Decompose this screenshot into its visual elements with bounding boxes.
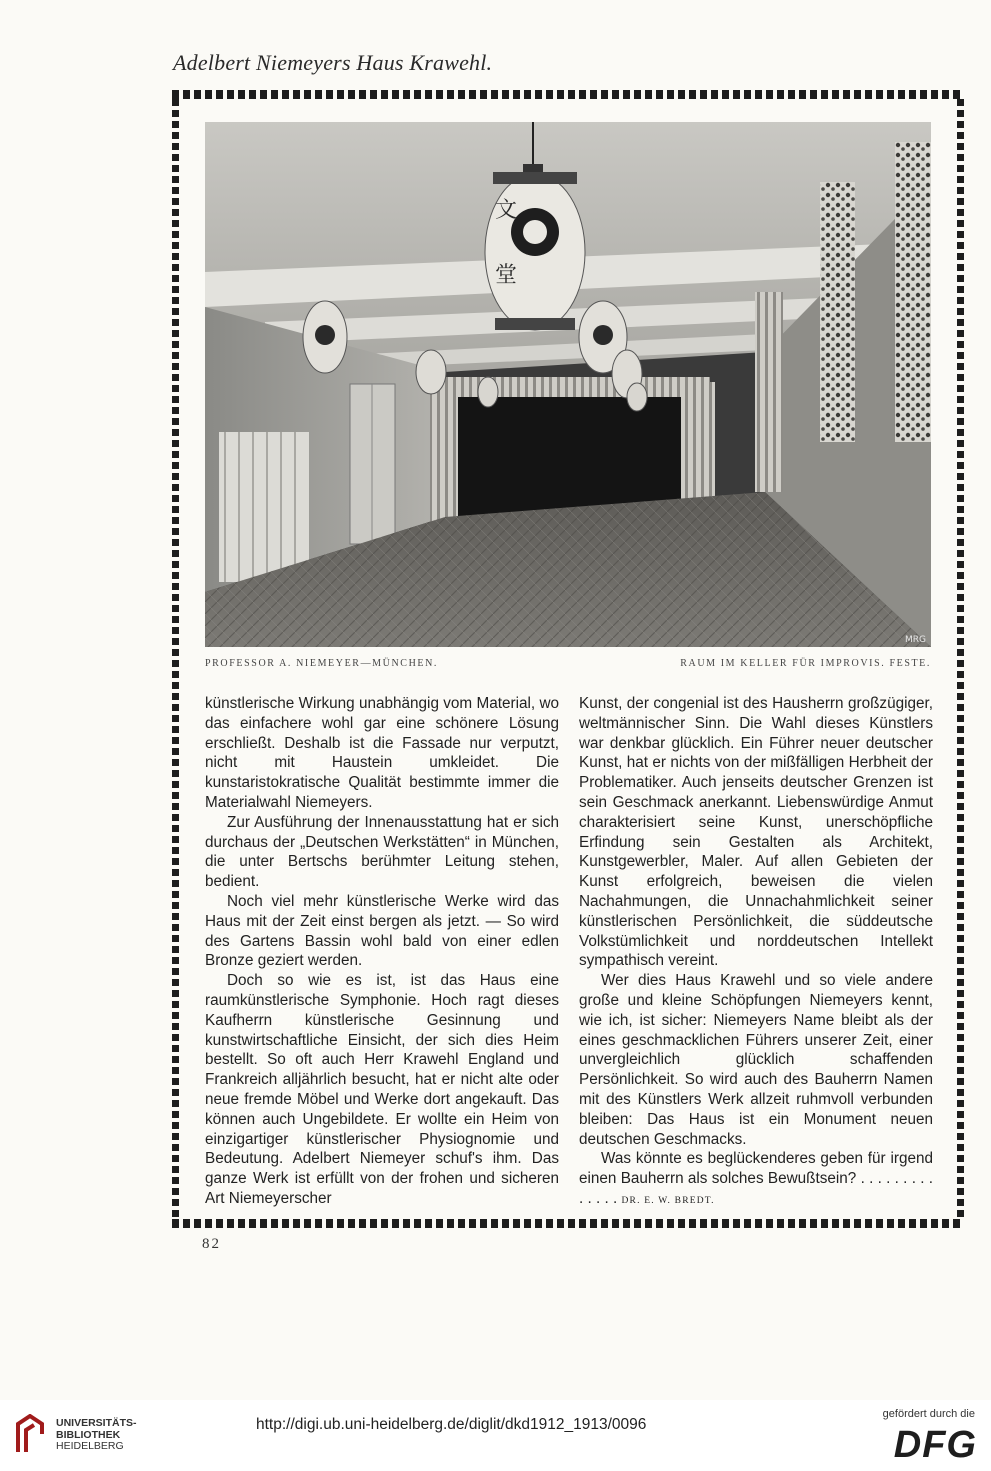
caption-room: RAUM IM KELLER FÜR IMPROVIS. FESTE. xyxy=(680,658,931,669)
library-line: HEIDELBERG xyxy=(56,1440,124,1452)
dfg-logo: DFG xyxy=(893,1424,977,1466)
border-top xyxy=(172,90,964,99)
room-photograph xyxy=(205,122,931,647)
closing-paragraph xyxy=(579,1149,933,1211)
border-left xyxy=(172,99,179,1219)
paragraph: Kunst, der congenial ist des Hausherrn großzügiger, weltmännischer Sinn. Die Wahl dieses Künstlers war denkbar glücklich. Ein Führer neuer deutscher Kunst, hat er nichts von der mißfälligen Herbheit der Problematiker. Auch jenseits deutscher Grenzen ist sein Geschmack anerkannt. Liebenswürdige Anmut charakterisiert seine Kunst, unerschöpfliche Erfindung sein Gestalten als Architekt, Kunstgewerbler, Maler. Auf allen Gebieten der Kunst erfolgreich, beweisen die vielen Nachahmungen, die Unnachahmlichkeit seiner künstlerischen Persönlichkeit, die süddeutsche Volkstümlichkeit und norddeutschen Intellekt sympathisch vereint. xyxy=(579,695,933,970)
funding-note: gefördert durch die xyxy=(882,1408,975,1420)
svg-text:文: 文 xyxy=(495,198,518,223)
border-bottom xyxy=(172,1219,964,1228)
page-number: 82 xyxy=(202,1236,221,1252)
running-title: Adelbert Niemeyers Haus Krawehl. xyxy=(173,50,493,75)
library-name xyxy=(56,1418,137,1453)
closing-dots: . . . . . . . . . . . . . . xyxy=(579,1170,934,1207)
paragraph: Zur Ausführung der Innenausstattung hat er sich durchaus der „Deutschen Werkstätten“ in München, die unter Bertschs berühmter Leitung stehen, bedient. xyxy=(205,813,559,891)
photo-monogram: MRG xyxy=(905,635,926,645)
source-url-link[interactable]: http://digi.ub.uni-heidelberg.de/diglit/dkd1912_1913/0096 xyxy=(256,1416,647,1433)
paragraph: künstlerische Wirkung unabhängig vom Material, wo das einfachere wohl gar eine schönere Lösung erschließt. Deshalb ist die Fassade nur verputzt, nicht mit Haustein umkleidet. Die kunstaristokratische Qualität bestimmte immer die Materialwahl Niemeyers. xyxy=(205,695,559,811)
border-right xyxy=(957,99,964,1219)
viewer-footer xyxy=(0,1400,991,1471)
article-column-left xyxy=(205,694,559,1209)
article-column-right xyxy=(579,694,933,1212)
paragraph: Wer dies Haus Krawehl und so viele andere große und kleine Schöpfungen Niemeyers kennt, wie ich, ist sicher: Niemeyers Name bleibt als der eines geschmacklichen Führers unserer Zeit, einer unvergleichlich glücklich schaffenden Persönlichkeit. So wird auch des Bauherrn Namen mit des Künstlers Werk allzeit ruhmvoll verbunden bleiben: Das Haus ist ein Monument neuen deutschen Geschmacks. xyxy=(579,972,933,1148)
library-line: BIBLIOTHEK xyxy=(56,1428,121,1441)
library-line: UNIVERSITÄTS- xyxy=(56,1417,137,1429)
caption-artist: PROFESSOR A. NIEMEYER—MÜNCHEN. xyxy=(205,658,439,669)
paragraph: Noch viel mehr künstlerische Werke wird das Haus mit der Zeit einst bergen als jetzt. — So wird des Gartens Bassin wohl bald von einer edlen Bronze geziert werden. xyxy=(205,892,559,970)
paragraph: Doch so wie es ist, ist das Haus eine raumkünstlerische Symphonie. Hoch ragt dieses Kaufherrn künstlerische Gesinnung und kunstwirtschaftliche Einsicht, der sich dies Heim bestellt. So oft auch Herr Krawehl England und Frankreich alljährlich besucht, hat er nicht alte oder neue fremde Möbel und Werke dort angekauft. Das können auch Ungebildete. Er wollte ein Heim von einzigartiger künstlerischer Physiognomie und Bedeutung. Adelbert Niemeyer schuf's ihm. Das ganze Werk ist erfüllt von der frohen und sicheren Art Niemeyerscher xyxy=(205,972,559,1207)
paragraph-text: Was könnte es beglückenderes geben für irgend einen Bauherrn als solches Bewußtsein? xyxy=(579,1150,933,1188)
svg-text:堂: 堂 xyxy=(495,263,518,288)
library-logo-icon xyxy=(14,1414,46,1454)
author-signature: DR. E. W. BREDT. xyxy=(621,1195,715,1206)
